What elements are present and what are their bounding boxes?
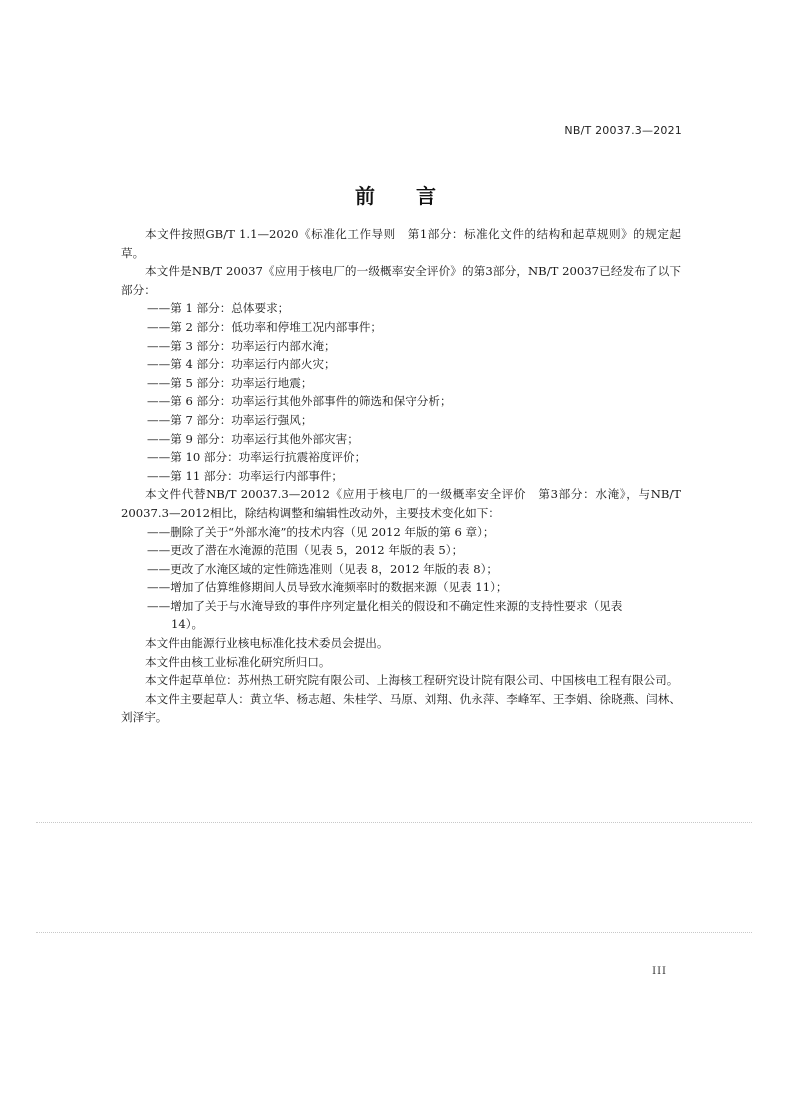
- standard-code: NB/T 20037.3—2021: [564, 124, 682, 137]
- list-item-part: ——第 5 部分：功率运行地震；: [147, 375, 313, 390]
- list-item-part: ——第 9 部分：功率运行其他外部灾害；: [147, 431, 359, 446]
- list-item-part: ——第 6 部分：功率运行其他外部事件的筛选和保守分析；: [147, 394, 452, 409]
- dotted-divider: [36, 932, 752, 933]
- list-item-part: ——第 1 部分：总体要求；: [147, 301, 290, 316]
- paragraph-proposer: 本文件由能源行业核电标准化技术委员会提出。: [145, 636, 389, 651]
- list-item-change: ——删除了关于“外部水淹”的技术内容（见 2012 年版的第 6 章）；: [147, 524, 495, 539]
- paragraph-drafting-units: 本文件起草单位：苏州热工研究院有限公司、上海核工程研究设计院有限公司、中国核电工程有限公司。: [145, 673, 679, 688]
- list-item-part: ——第 4 部分：功率运行内部火灾；: [147, 357, 336, 372]
- dotted-divider: [36, 822, 752, 823]
- paragraph-administrator: 本文件由核工业标准化研究所归口。: [145, 654, 331, 669]
- page-title: [0, 180, 792, 209]
- paragraph-drafters: 本文件主要起草人：黄立华、杨志超、朱桂学、马原、刘翔、仇永萍、李峰军、王李娟、徐晓燕、闫林、刘泽宇。: [121, 691, 681, 725]
- list-item-change: ——增加了估算维修期间人员导致水淹频率时的数据来源（见表 11）；: [147, 580, 508, 595]
- list-item-change-last: [121, 597, 681, 634]
- title-char-2: 言: [416, 184, 437, 208]
- list-item-change: ——更改了潜在水淹源的范围（见表 5，2012 年版的表 5）；: [147, 543, 464, 558]
- list-item-part: ——第 2 部分：低功率和停堆工况内部事件；: [147, 319, 383, 334]
- change-last-line-2: 14）。: [171, 617, 204, 632]
- list-item-part: ——第 7 部分：功率运行强风；: [147, 412, 313, 427]
- list-item-change: ——更改了水淹区域的定性筛选准则（见表 8，2012 年版的表 8）；: [147, 561, 498, 576]
- list-item-part: ——第 11 部分：功率运行内部事件；: [147, 468, 344, 483]
- paragraph-series-intro: 本文件是NB/T 20037《应用于核电厂的一级概率安全评价》的第3部分，NB/T 20037已经发布了以下部分：: [121, 264, 681, 297]
- paragraph-replacement: 本文件代替NB/T 20037.3—2012《应用于核电厂的一级概率安全评价 第3部分：水淹》，与NB/T 20037.3—2012相比，除结构调整和编辑性改动外，主要技术变化如下：: [121, 487, 681, 520]
- change-last-line-1: ——增加了关于与水淹导致的事件序列定量化相关的假设和不确定性来源的支持性要求（见表: [147, 598, 623, 613]
- page-number: III: [652, 966, 667, 977]
- foreword-body: [121, 225, 681, 727]
- title-char-1: 前: [355, 184, 376, 208]
- paragraph-drafting-basis: 本文件按照GB/T 1.1—2020《标准化工作导则 第1部分：标准化文件的结构和起草规则》的规定起草。: [121, 227, 681, 260]
- list-item-part: ——第 3 部分：功率运行内部水淹；: [147, 338, 336, 353]
- list-item-part: ——第 10 部分：功率运行抗震裕度评价；: [147, 450, 367, 465]
